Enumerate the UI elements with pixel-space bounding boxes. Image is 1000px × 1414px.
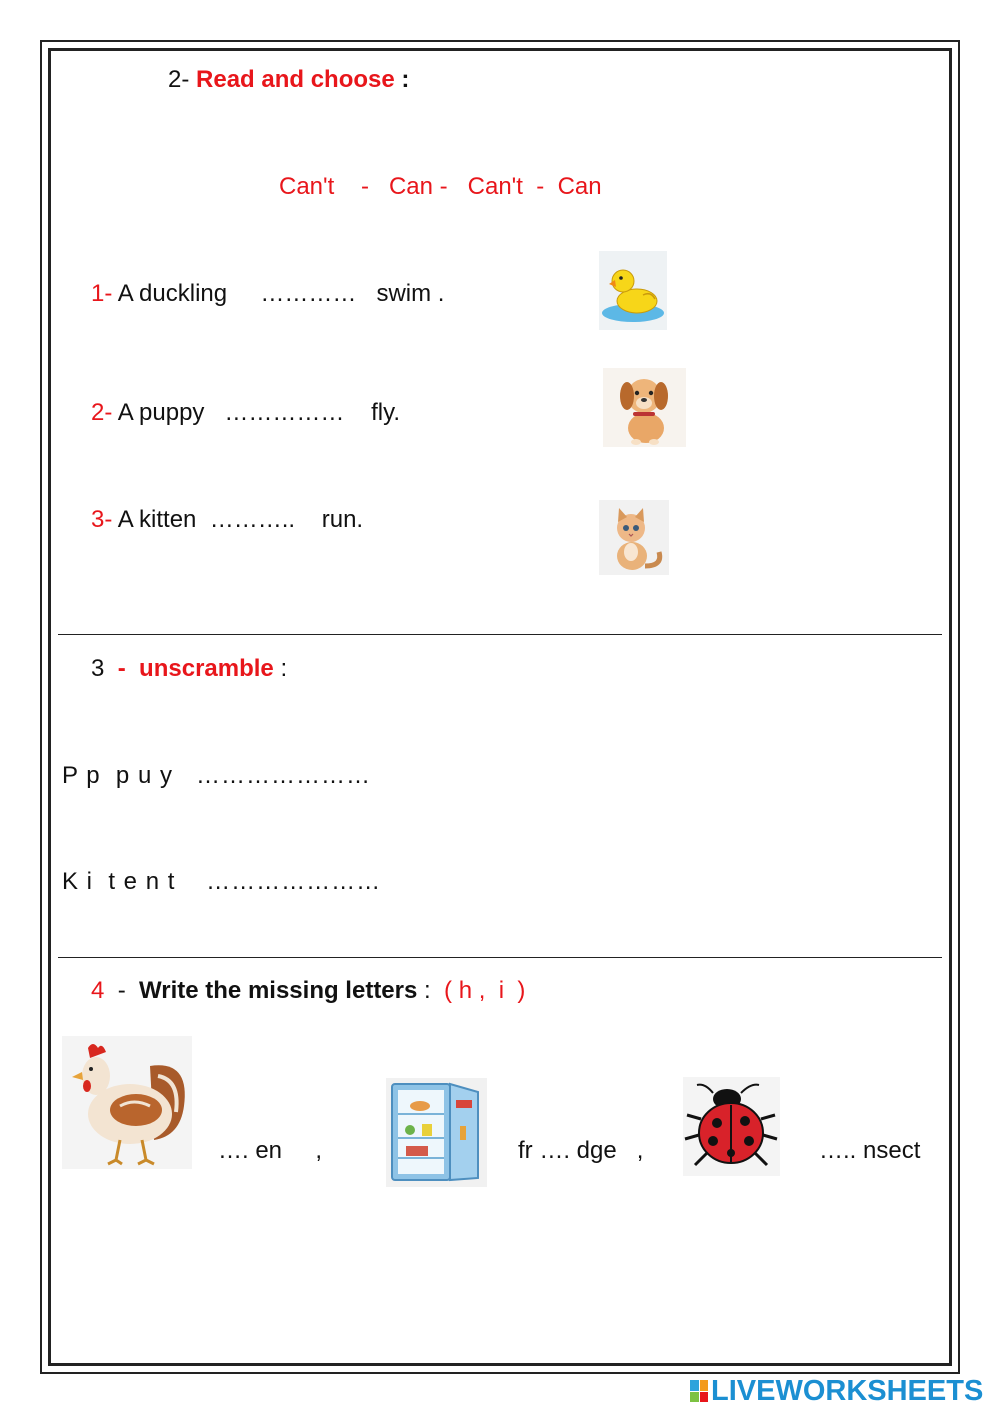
section3-colon: : [280,655,288,682]
section4-number: 4 [91,977,105,1004]
section3-heading [91,657,287,681]
question-3[interactable] [91,508,363,532]
section2-number: 2- [168,66,190,93]
divider-1 [58,634,942,635]
unscramble-blank-2: ………………… [206,868,382,895]
unscramble-item-1[interactable] [62,764,371,788]
unscramble-blank-1: ………………… [195,762,371,789]
kitten-picture [599,500,669,575]
unscramble-letters-1: P p p u y [62,762,173,789]
section4-letters: ( h , i ) [444,977,526,1004]
liveworksheets-wordmark: LIVEWORKSHEETS [711,1374,984,1407]
divider-2 [58,957,942,958]
question-1-number: 1- [91,280,113,307]
fridge-picture [386,1078,487,1187]
section2-title: Read and choose [196,66,395,93]
question-3-text: A kitten ……….. run. [117,506,364,533]
unscramble-letters-2: K i t e n t [62,868,176,895]
question-2-number: 2- [91,399,113,426]
duckling-picture [599,251,667,330]
section3-dash: - [117,655,126,682]
missing-letter-item-2[interactable]: fr …. dge , [518,1137,644,1164]
ladybug-picture [683,1077,780,1176]
section2-heading [168,68,409,92]
question-3-number: 3- [91,506,113,533]
hen-picture [62,1036,192,1169]
liveworksheets-mark-icon [690,1380,708,1402]
word-bank: Can't - Can - Can't - Can [279,173,602,200]
section4-dash: - [117,977,126,1004]
puppy-picture [603,368,686,447]
section4-heading [91,979,525,1003]
unscramble-item-2[interactable] [62,870,381,894]
section4-colon: : [424,977,431,1004]
section4-title: Write the missing letters [139,977,418,1004]
question-1[interactable] [91,282,444,306]
question-2[interactable] [91,401,400,425]
question-2-text: A puppy …………… fly. [117,399,400,426]
section3-title: unscramble [139,655,274,682]
section2-colon: : [401,66,410,93]
question-1-text: A duckling ………… swim . [117,280,445,307]
liveworksheets-logo [690,1376,983,1406]
missing-letter-item-3[interactable]: ….. nsect [819,1137,921,1164]
section3-number: 3 [91,655,105,682]
missing-letter-item-1[interactable]: …. en , [218,1137,323,1164]
